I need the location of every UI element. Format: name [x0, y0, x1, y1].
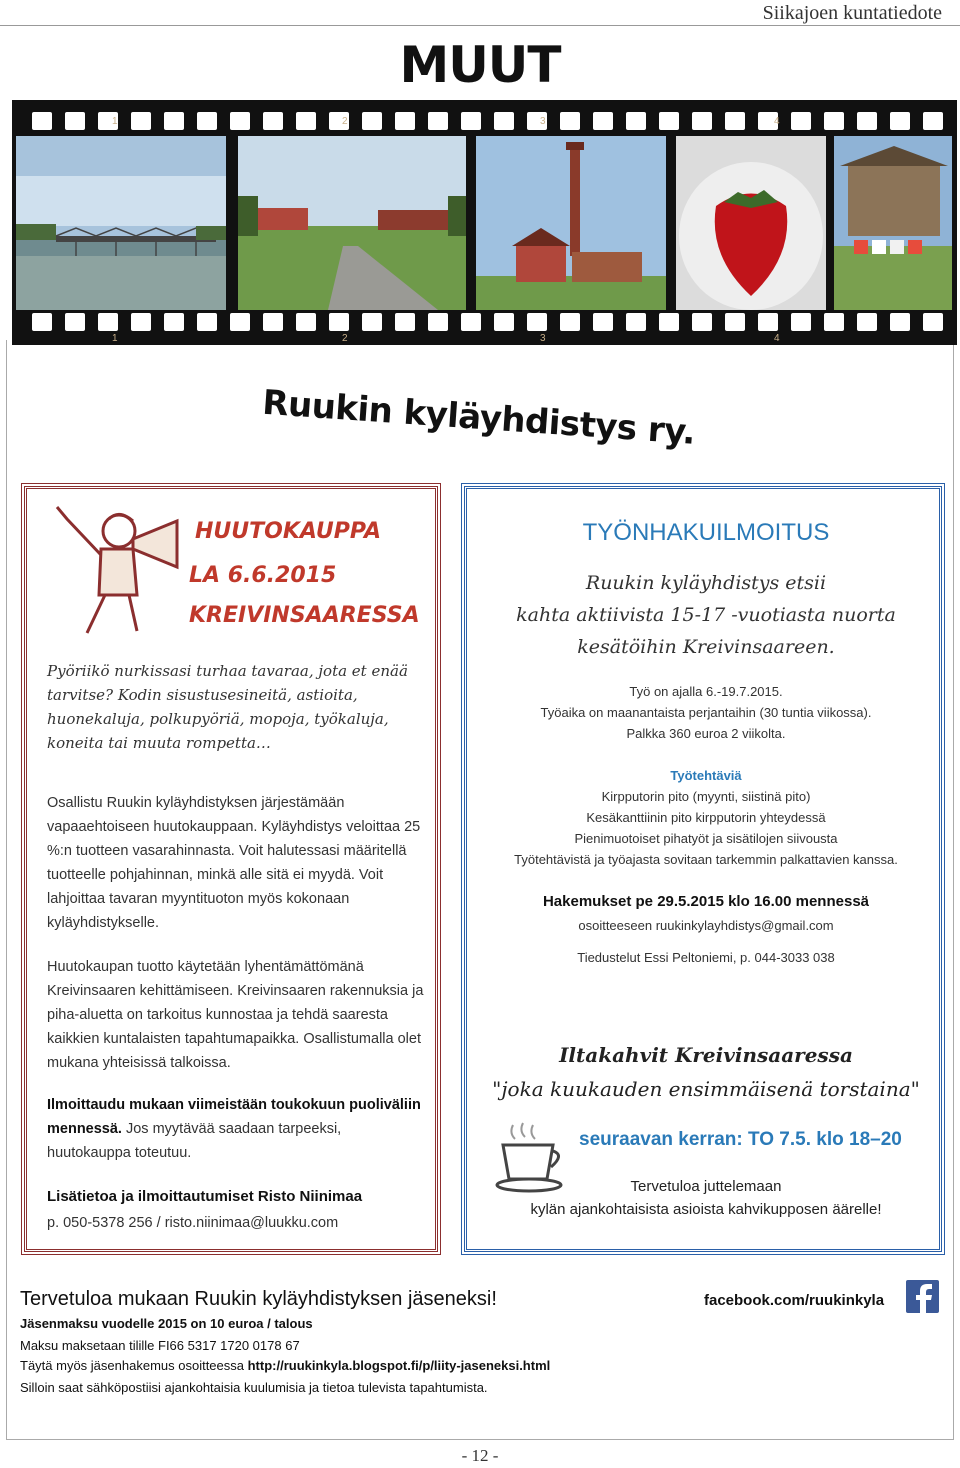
film-hole [692, 112, 712, 130]
film-hole [230, 112, 250, 130]
film-hole [659, 112, 679, 130]
film-hole [32, 112, 52, 130]
film-hole [659, 313, 679, 331]
film-hole [923, 112, 943, 130]
film-hole [32, 313, 52, 331]
film-number: 4 [774, 116, 780, 127]
film-hole [560, 313, 580, 331]
job-task: Pienimuotoiset pihatyöt ja sisätilojen siivousta [574, 831, 838, 846]
film-hole [230, 313, 250, 331]
film-hole [593, 313, 613, 331]
job-task: Kesäkanttiinin pito kirpputorin yhteydessä [586, 810, 826, 825]
auction-paragraph-2: Huutokaupan tuotto käytetään lyhentämättömänä Kreivinsaaren kehittämiseen. Kreivinsaaren rakennuksia ja piha-aluetta on tarkoitus kunnostaa ja tehdä saaresta kaikkien kuntalaisten tapahtumapaikka. Osallistumalla olet mukana yhteisissä talkoissa. [47, 959, 424, 1071]
film-hole [164, 313, 184, 331]
facebook-icon[interactable] [906, 1280, 939, 1313]
film-number: 4 [774, 333, 780, 344]
film-hole [263, 313, 283, 331]
page-number: - 12 - [461, 1446, 499, 1465]
film-hole [263, 112, 283, 130]
film-hole [197, 112, 217, 130]
auction-intro: Pyöriikö nurkissasi turhaa tavaraa, jota et enää tarvitse? Kodin sisustusesineitä, astioita, huonekaluja, polkupyöriä, mopoja, työkaluja, koneita tai muuta rompetta… [47, 662, 408, 752]
film-hole [857, 112, 877, 130]
film-hole [461, 112, 481, 130]
film-number: 1 [112, 333, 118, 344]
membership-news: Silloin saat sähköpostiisi ajankohtaisia kuulumisia ja tietoa tulevista tapahtumista. [20, 1380, 488, 1395]
film-number: 1 [112, 116, 118, 127]
film-hole [362, 112, 382, 130]
film-hole [527, 313, 547, 331]
job-tasks-heading: Työtehtäviä [670, 768, 742, 783]
film-number: 2 [342, 116, 348, 127]
auction-contact-phone[interactable]: p. 050-5378 256 / risto.niinimaa@luukku.com [47, 1215, 339, 1231]
auction-condition: Jos myytävää saadaan tarpeeksi, huutokauppa toteutuu. [47, 1121, 342, 1161]
film-hole [890, 112, 910, 130]
film-hole [494, 313, 514, 331]
cafe-welcome-line: Tervetuloa juttelemaan [630, 1178, 782, 1195]
publication-title: Siikajoen kuntatiedote [762, 2, 942, 24]
job-subtitle-line: kesätöihin Kreivinsaareen. [577, 636, 835, 658]
job-hours: Työaika on maanantaista perjantaihin (30 tuntia viikossa). [540, 705, 872, 720]
photo-brick-chimney [476, 136, 666, 310]
auction-place: KREIVINSAARESSA [189, 603, 420, 628]
page-header [0, 2, 960, 26]
photo-village-road [238, 136, 466, 310]
registration-deadline: Ilmoittaudu mukaan viimeistään toukokuun puoliväliin mennessä. [47, 1097, 421, 1137]
film-hole [626, 112, 646, 130]
section-title: MUUT [399, 36, 561, 94]
job-subtitle [467, 567, 945, 663]
cafe-subtitle: "joka kuukauden ensimmäisenä torstaina" [492, 1077, 920, 1101]
membership-form-prefix: Täytä myös jäsenhakemus osoitteessa [20, 1358, 248, 1373]
cafe-welcome [467, 1175, 945, 1221]
film-hole [593, 112, 613, 130]
film-hole [890, 313, 910, 331]
job-salary: Palkka 360 euroa 2 viikolta. [626, 726, 786, 741]
film-hole [428, 112, 448, 130]
film-holes-top [32, 112, 947, 132]
job-inquiry: Tiedustelut Essi Peltoniemi, p. 044-3033 038 [577, 950, 835, 965]
film-hole [65, 313, 85, 331]
film-hole [164, 112, 184, 130]
film-holes-bottom [32, 313, 947, 333]
film-hole [296, 112, 316, 130]
job-task: Työtehtävistä ja työajasta sovitaan tarkemmin palkattavien kanssa. [514, 852, 898, 867]
auction-box [24, 486, 438, 1252]
job-heading: TYÖNHAKUILMOITUS [582, 519, 830, 546]
film-hole [428, 313, 448, 331]
job-address[interactable]: osoitteeseen ruukinkylayhdistys@gmail.com [578, 918, 834, 933]
film-hole [461, 313, 481, 331]
film-hole [725, 112, 745, 130]
auction-paragraph-3 [47, 1093, 427, 1165]
film-hole [725, 313, 745, 331]
film-number: 2 [342, 333, 348, 344]
film-hole [197, 313, 217, 331]
film-hole [494, 112, 514, 130]
job-subtitle-line: kahta aktiivista 15-17 -vuotiasta nuorta [516, 604, 896, 626]
photo-strawberry [676, 136, 826, 310]
film-hole [923, 313, 943, 331]
film-hole [296, 313, 316, 331]
cafe-welcome-line: kylän ajankohtaisista asioista kahvikupposen äärelle! [530, 1201, 882, 1218]
film-hole [395, 112, 415, 130]
job-task: Kirpputorin pito (myynti, siistinä pito) [601, 789, 811, 804]
auction-date: LA 6.6.2015 [189, 563, 337, 588]
membership-fee: Jäsenmaksu vuodelle 2015 on 10 euroa / talous [20, 1316, 313, 1331]
membership-title: Tervetuloa mukaan Ruukin kyläyhdistyksen jäseneksi! [20, 1288, 497, 1310]
film-hole [362, 313, 382, 331]
film-hole [857, 313, 877, 331]
job-deadline: Hakemukset pe 29.5.2015 klo 16.00 mennessä [542, 893, 870, 910]
film-hole [131, 313, 151, 331]
film-hole [65, 112, 85, 130]
auction-heading: HUUTOKAUPPA [195, 519, 382, 544]
film-hole [329, 313, 349, 331]
auction-paragraph-1: Osallistu Ruukin kyläyhdistyksen järjestämään vapaaehtoiseen huutokauppaan. Kyläyhdistys veloittaa 25 %:n tuotteen vasarahinnasta. Voit halutessasi määritellä tuotteelle pohjahinnan, minkä alle sitä ei myydä. Voit lahjoittaa tavaran myyntituoton myös kokonaan kyläyhdistykselle. [47, 795, 421, 931]
job-tasks [467, 765, 945, 870]
film-hole [560, 112, 580, 130]
film-hole [626, 313, 646, 331]
film-hole [692, 313, 712, 331]
job-details [467, 681, 945, 744]
next-cafe-date: seuraavan kerran: TO 7.5. klo 18–20 [579, 1129, 902, 1150]
film-number: 3 [540, 333, 546, 344]
film-strip [12, 100, 957, 345]
job-subtitle-line: Ruukin kyläyhdistys etsii [585, 572, 827, 594]
film-hole [131, 112, 151, 130]
film-hole [824, 112, 844, 130]
job-period: Työ on ajalla 6.-19.7.2015. [629, 684, 783, 699]
auction-contact: Lisätietoa ja ilmoittautumiset Risto Niinimaa [47, 1188, 363, 1205]
megaphone-man-icon [37, 499, 187, 639]
film-hole [758, 313, 778, 331]
facebook-link[interactable]: facebook.com/ruukinkyla [704, 1292, 885, 1309]
film-hole [98, 313, 118, 331]
membership-account: Maksu maksetaan tilille FI66 5317 1720 0178 67 [20, 1338, 300, 1353]
membership-form-link[interactable]: http://ruukinkyla.blogspot.fi/p/liity-jaseneksi.html [247, 1358, 551, 1373]
film-hole [824, 313, 844, 331]
membership-form [20, 1358, 550, 1373]
film-number: 3 [540, 116, 546, 127]
job-box [464, 486, 942, 1252]
film-hole [791, 313, 811, 331]
association-title: Ruukin kyläyhdistys ry. [261, 382, 697, 453]
cafe-title: Iltakahvit Kreivinsaaressa [559, 1043, 853, 1067]
film-hole [791, 112, 811, 130]
photo-shed [834, 136, 952, 310]
photo-river-bridge [16, 136, 226, 310]
film-hole [395, 313, 415, 331]
